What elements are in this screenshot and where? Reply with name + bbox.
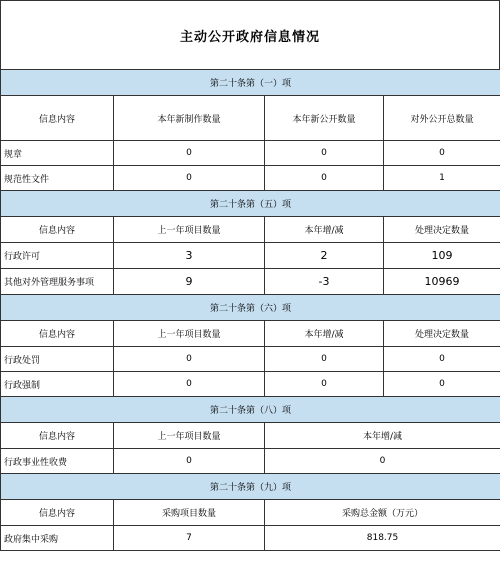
table-cell: 0	[265, 449, 500, 474]
table-row	[1, 526, 500, 551]
table-cell: 0	[384, 372, 500, 397]
column-header-row	[1, 321, 500, 347]
table-cell: 0	[384, 347, 500, 372]
row-label: 行政许可	[1, 243, 114, 269]
table-cell: 0	[114, 166, 265, 191]
column-header: 信息内容	[1, 321, 114, 347]
section-heading: 第二十条第（五）项	[1, 191, 500, 217]
column-header: 本年新公开数量	[265, 96, 384, 141]
column-header-row	[1, 96, 500, 141]
table-row	[1, 243, 500, 269]
table-cell: 0	[114, 347, 265, 372]
table-cell: 818.75	[265, 526, 500, 551]
column-header: 采购总金额（万元）	[265, 500, 500, 526]
table-row	[1, 372, 500, 397]
row-label: 规范性文件	[1, 166, 114, 191]
table-cell: 0	[265, 166, 384, 191]
column-header: 处理决定数量	[384, 321, 500, 347]
section-header-row	[1, 397, 500, 423]
column-header-row	[1, 217, 500, 243]
table-cell: 0	[114, 372, 265, 397]
section-heading: 第二十条第（九）项	[1, 474, 500, 500]
column-header: 信息内容	[1, 217, 114, 243]
column-header: 上一年项目数量	[114, 321, 265, 347]
section-header-row	[1, 474, 500, 500]
table-cell: 2	[265, 243, 384, 269]
row-label: 行政处罚	[1, 347, 114, 372]
table-cell: 0	[265, 347, 384, 372]
column-header-row	[1, 423, 500, 449]
column-header: 信息内容	[1, 96, 114, 141]
page-title: 主动公开政府信息情况	[179, 29, 320, 45]
table-cell: 0	[265, 141, 384, 166]
column-header: 对外公开总数量	[384, 96, 500, 141]
column-header-row	[1, 500, 500, 526]
table-cell: 0	[114, 141, 265, 166]
section-header-row	[1, 70, 500, 96]
table-cell: 0	[384, 141, 500, 166]
table-row	[1, 269, 500, 295]
table-row	[1, 141, 500, 166]
column-header: 处理决定数量	[384, 217, 500, 243]
table-row	[1, 347, 500, 372]
section-header-row	[1, 295, 500, 321]
table-cell: 0	[265, 372, 384, 397]
table-cell: 1	[384, 166, 500, 191]
section-heading: 第二十条第（一）项	[1, 70, 500, 96]
column-header: 本年增/减	[265, 217, 384, 243]
table-row	[1, 166, 500, 191]
table-row	[1, 449, 500, 474]
row-label: 行政事业性收费	[1, 449, 114, 474]
row-label: 其他对外管理服务事项	[1, 269, 114, 295]
section-header-row	[1, 191, 500, 217]
table-cell: 3	[114, 243, 265, 269]
table-cell: 9	[114, 269, 265, 295]
table-cell: -3	[265, 269, 384, 295]
column-header: 采购项目数量	[114, 500, 265, 526]
row-label: 规章	[1, 141, 114, 166]
table-cell: 7	[114, 526, 265, 551]
row-label: 行政强制	[1, 372, 114, 397]
table-cell: 10969	[384, 269, 500, 295]
column-header: 本年新制作数量	[114, 96, 265, 141]
column-header: 上一年项目数量	[114, 217, 265, 243]
section-heading: 第二十条第（六）项	[1, 295, 500, 321]
column-header: 本年增/减	[265, 423, 500, 449]
column-header: 本年增/减	[265, 321, 384, 347]
column-header: 信息内容	[1, 423, 114, 449]
column-header: 信息内容	[1, 500, 114, 526]
table-cell: 109	[384, 243, 500, 269]
table-cell: 0	[114, 449, 265, 474]
column-header: 上一年项目数量	[114, 423, 265, 449]
info-table	[0, 69, 500, 551]
section-heading: 第二十条第（八）项	[1, 397, 500, 423]
title-cell	[0, 0, 500, 69]
row-label: 政府集中采购	[1, 526, 114, 551]
